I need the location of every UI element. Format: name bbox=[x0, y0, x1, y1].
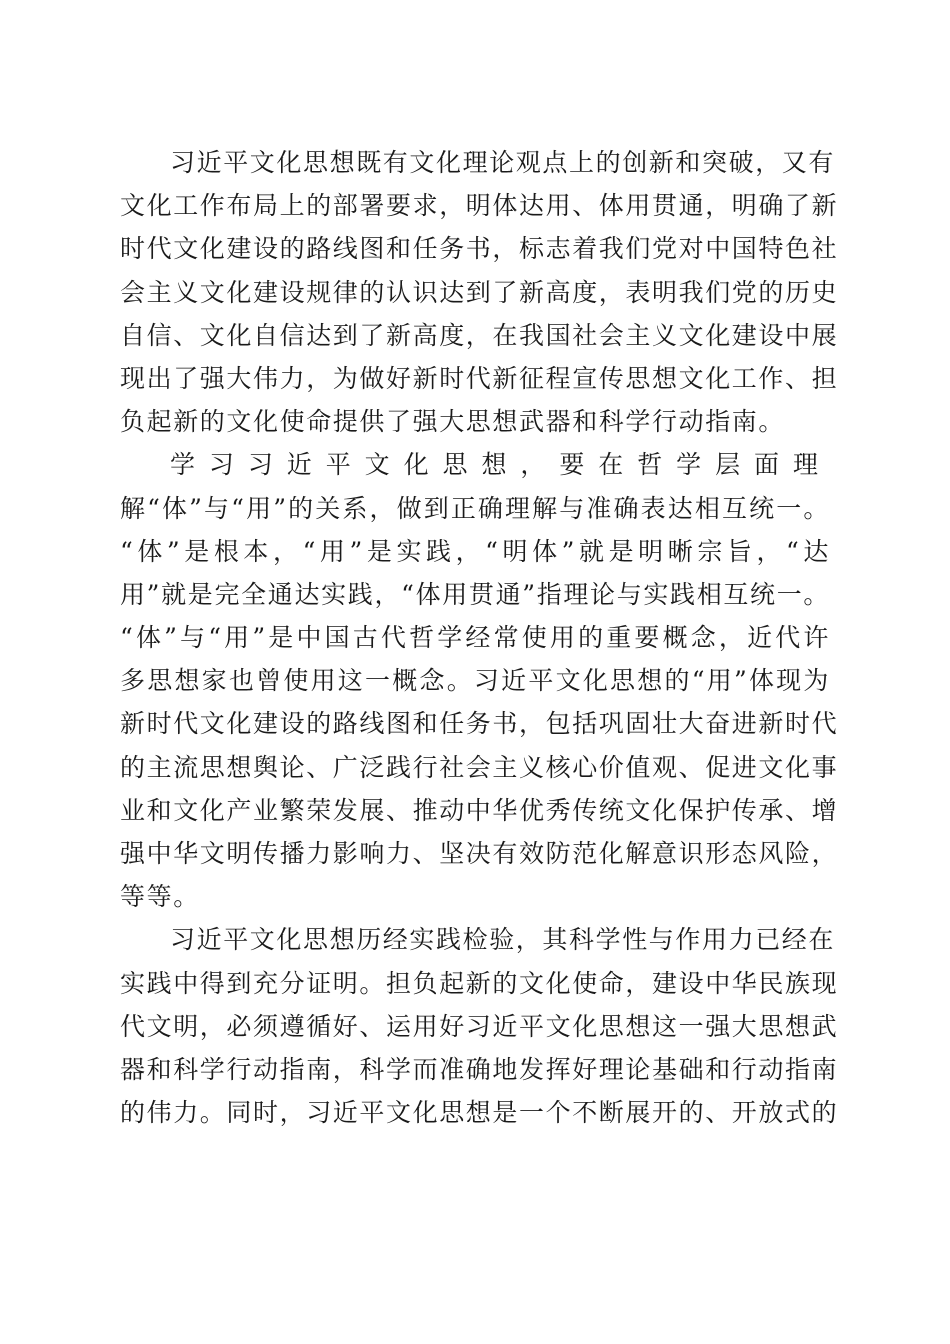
paragraph-line: 实践中得到充分证明。担负起新的文化使命，建设中华民族现 bbox=[120, 968, 839, 998]
paragraph-line: 的主流思想舆论、广泛践行社会主义核心价值观、促进文化事 bbox=[120, 752, 839, 782]
paragraph-line: 习近平文化思想历经实践检验，其科学性与作用力已经在 bbox=[170, 925, 836, 955]
paragraph-3 bbox=[120, 918, 839, 1134]
paragraph-line: 业和文化产业繁荣发展、推动中华优秀传统文化保护传承、增 bbox=[120, 795, 839, 825]
paragraph-line: 自信、文化自信达到了新高度，在我国社会主义文化建设中展 bbox=[120, 320, 839, 350]
paragraph-line: 强中华文明传播力影响力、坚决有效防范化解意识形态风险， bbox=[120, 839, 839, 868]
paragraph-line: 会主义文化建设规律的认识达到了新高度，表明我们党的历史 bbox=[120, 277, 839, 307]
paragraph-line: “体”与“用”是中国古代哲学经常使用的重要概念，近代许 bbox=[120, 623, 830, 653]
paragraph-line: 的伟力。同时，习近平文化思想是一个不断展开的、开放式的 bbox=[120, 1098, 839, 1128]
paragraph-line: 等等。 bbox=[120, 882, 200, 912]
document-body bbox=[120, 141, 839, 1134]
paragraph-line: 代文明，必须遵循好、运用好习近平文化思想这一强大思想武 bbox=[120, 1011, 839, 1041]
paragraph-line: 学习习近平文化思想，要在哲学层面理 bbox=[170, 450, 830, 480]
paragraph-line: 器和科学行动指南，科学而准确地发挥好理论基础和行动指南 bbox=[120, 1054, 839, 1084]
paragraph-line: 多思想家也曾使用这一概念。习近平文化思想的“用”体现为 bbox=[120, 666, 830, 696]
paragraph-line: 现出了强大伟力，为做好新时代新征程宣传思想文化工作、担 bbox=[120, 363, 839, 393]
paragraph-line: “体”是根本，“用”是实践，“明体”就是明晰宗旨，“达 bbox=[120, 536, 830, 566]
paragraph-line: 负起新的文化使命提供了强大思想武器和科学行动指南。 bbox=[120, 407, 786, 437]
paragraph-line: 解“体”与“用”的关系，做到正确理解与准确表达相互统一。 bbox=[120, 493, 830, 523]
paragraph-line: 用”就是完全通达实践，“体用贯通”指理论与实践相互统一。 bbox=[120, 579, 830, 609]
paragraph-1 bbox=[120, 141, 839, 443]
paragraph-line: 文化工作布局上的部署要求，明体达用、体用贯通，明确了新 bbox=[120, 191, 839, 221]
paragraph-line: 新时代文化建设的路线图和任务书，包括巩固壮大奋进新时代 bbox=[120, 709, 839, 739]
paragraph-line: 时代文化建设的路线图和任务书，标志着我们党对中国特色社 bbox=[120, 234, 839, 264]
paragraph-2 bbox=[120, 443, 839, 918]
paragraph-line: 习近平文化思想既有文化理论观点上的创新和突破，又有 bbox=[170, 148, 836, 177]
